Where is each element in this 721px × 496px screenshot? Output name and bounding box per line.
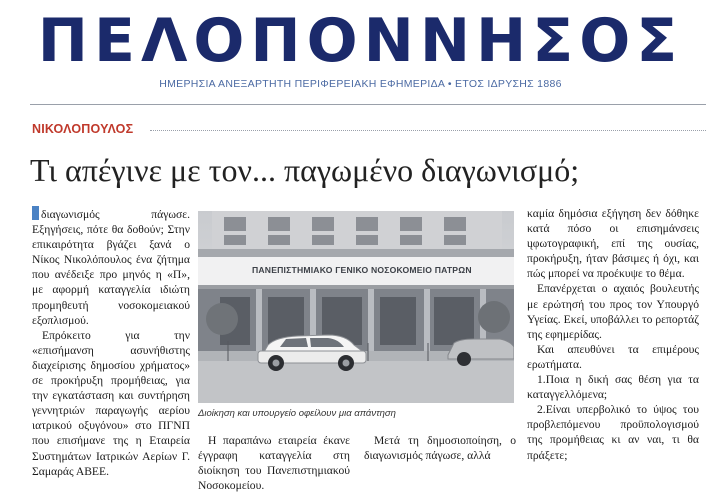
drop-cap-marker (32, 206, 39, 220)
article-column-1 (32, 206, 190, 479)
article-column-2 (198, 433, 516, 493)
article-column-3 (527, 206, 699, 463)
col1-paragraph-2: Επρόκειτο για την «επισήμανση ασυνήθιστης διαχείρισης δημοσίου χρήματος» σε προκήρυξη προμήθειας, για την εγκατάσταση και συντήρηση γεννητριών παραγωγής αερίου ιατρικού οξυγόνου» στο ΠΓΝΠ που επισήμανε της η Εταιρεία Συστημάτων Ιατρικών Αερίων Γ. Σαμαράς ΑΒΕΕ. (32, 328, 190, 478)
col3-paragraph-2: Επανέρχεται ο αχαιός βουλευτής με ερώτησή του προς τον Υπουργό Υγείας. Εκεί, υποβάλλει το ρεπορτάζ της εφημερίδας. (527, 282, 699, 341)
article-headline: Τι απέγινε με τον... παγωμένο διαγωνισμό; (30, 152, 580, 188)
hospital-sign-text: ΠΑΝΕΠΙΣΤΗΜΙΑΚΟ ΓΕΝΙΚΟ ΝΟΣΟΚΟΜΕΙΟ ΠΑΤΡΩΝ (252, 265, 472, 275)
section-divider (150, 130, 706, 131)
col3-paragraph-5: 2.Είναι υπερβολικό το ύψος του προβλεπόμενου προϋπολογισμού της προμήθειας κι αν ναι, τι θα πράξετε; (527, 403, 699, 462)
col3-paragraph-1: καμία δημόσια εξήγηση δεν δόθηκε κατά πόσο οι επισημάνσεις ųφωτογραφική, επί της ουσίας, προκήρυξη, ήταν βάσιμες ή όχι, και πώς μπορεί να προέκυψε το θέμα. (527, 207, 699, 281)
masthead-subtitle: ΗΜΕΡΗΣΙΑ ΑΝΕΞΑΡΤΗΤΗ ΠΕΡΙΦΕΡΕΙΑΚΗ ΕΦΗΜΕΡΙΔΑ • ΕΤΟΣ ΙΔΡΥΣΗΣ 1886 (159, 78, 562, 90)
masthead-title: ΠΕΛΟΠΟΝΝΗΣΟΣ (37, 6, 684, 76)
masthead-divider (30, 104, 706, 105)
hospital-photo-illustration (198, 211, 514, 403)
col1-paragraph-1: διαγωνισμός πάγωσε. Εξηγήσεις, πότε θα δοθούν; Στην επικαιρότητα βγάζει ξανά ο Νίκος Νικολόπουλος ένα ζήτημα που ανέδειξε προ μηνός η «Π», με αφορμή καταγγελία ιδιώτη προμηθευτή νοσοκομειακού εξοπλισμού. (32, 208, 190, 327)
col2-paragraph-2: Μετά τη δημοσιοποίηση, ο διαγωνισμός πάγωσε, αλλά (364, 434, 516, 463)
section-label: ΝΙΚΟΛΟΠΟΥΛΟΣ (32, 122, 134, 136)
col2-paragraph-1: Η παραπάνω εταιρεία έκανε έγγραφη καταγγελία στη διοίκηση του Πανεπιστημιακού Νοσοκομείου. (198, 434, 350, 493)
hospital-photo (198, 211, 514, 403)
photo-caption: Διοίκηση και υπουργείο οφείλουν μια απάντηση (198, 408, 396, 419)
col3-paragraph-3: Και απευθύνει τα επιμέρους ερωτήματα. (527, 342, 699, 371)
col3-paragraph-4: 1.Ποια η δική σας θέση για τα καταγγελλόμενα; (527, 373, 699, 402)
